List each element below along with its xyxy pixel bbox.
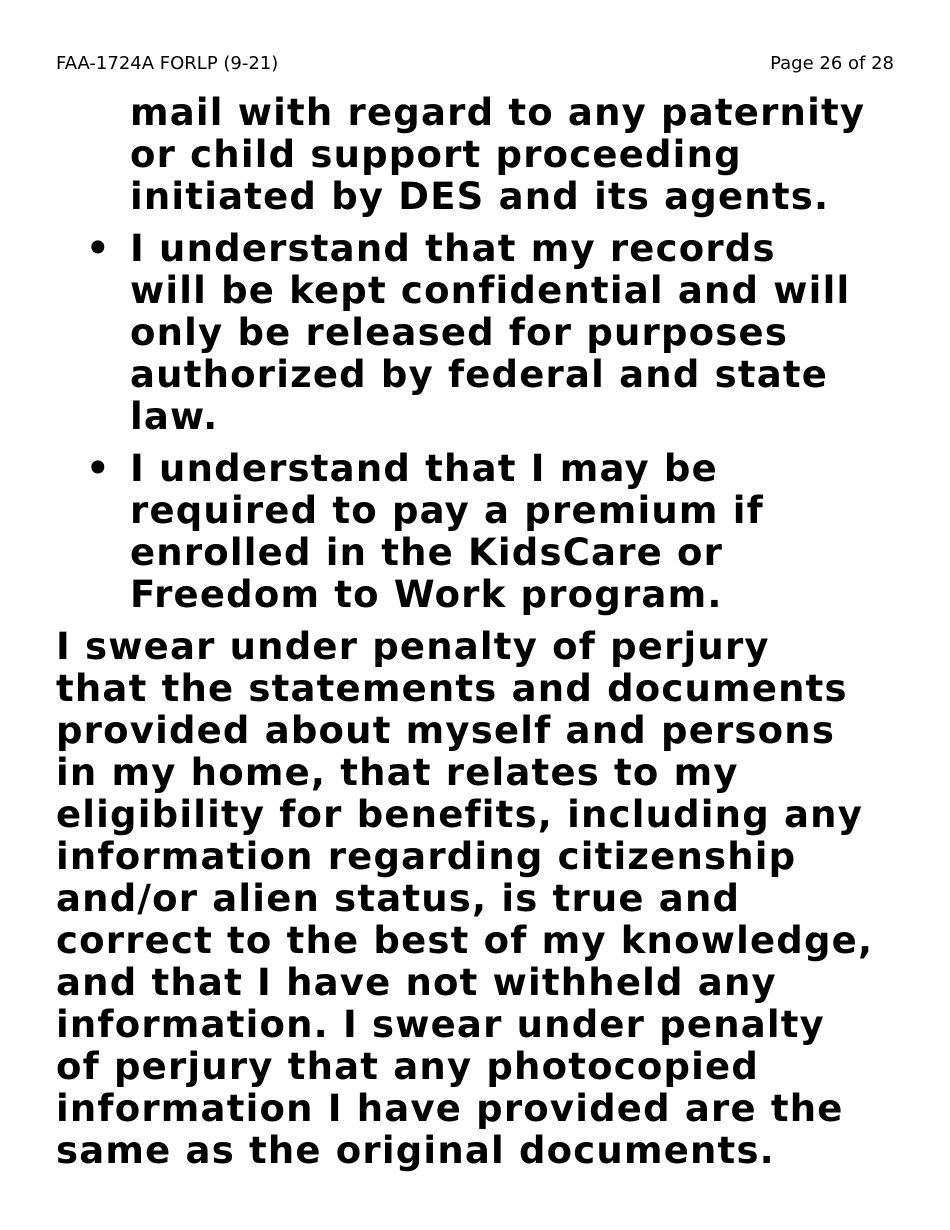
- text-line: provided about myself and persons: [56, 709, 836, 752]
- text-line: required to pay a premium if: [130, 489, 764, 532]
- page-number: Page 26 of 28: [770, 53, 894, 74]
- text-line: will be kept confidential and will: [130, 269, 851, 312]
- text-line: initiated by DES and its agents.: [130, 175, 830, 218]
- text-line: Freedom to Work program.: [130, 573, 723, 616]
- bullet-item-records-confidential: [56, 228, 906, 438]
- bullet-item-premium: [56, 448, 906, 616]
- page-header: [56, 52, 894, 76]
- continuation-paragraph: [56, 92, 906, 218]
- text-line: of perjury that any photocopied: [56, 1045, 760, 1088]
- text-line: only be released for purposes: [130, 311, 789, 354]
- text-line: or child support proceeding: [130, 133, 742, 176]
- text-line: I understand that I may be: [130, 447, 718, 490]
- text-line: correct to the best of my knowledge,: [56, 919, 874, 962]
- text-line: and/or alien status, is true and: [56, 877, 741, 920]
- perjury-oath-paragraph: [56, 626, 906, 1172]
- text-line: mail with regard to any paternity: [130, 91, 866, 134]
- text-line: same as the original documents.: [56, 1129, 775, 1172]
- document-body: [56, 92, 906, 1172]
- text-line: I swear under penalty of perjury: [56, 625, 770, 668]
- text-line: law.: [130, 395, 219, 438]
- text-line: that the statements and documents: [56, 667, 848, 710]
- text-line: information. I swear under penalty: [56, 1003, 825, 1046]
- text-line: in my home, that relates to my: [56, 751, 739, 794]
- text-line: authorized by federal and state: [130, 353, 829, 396]
- text-line: information regarding citizenship: [56, 835, 797, 878]
- text-line: and that I have not withheld any: [56, 961, 777, 1004]
- text-line: enrolled in the KidsCare or: [130, 531, 724, 574]
- text-line: eligibility for benefits, including any: [56, 793, 864, 836]
- text-line: I understand that my records: [130, 227, 776, 270]
- text-line: information I have provided are the: [56, 1087, 844, 1130]
- form-identifier: FAA-1724A FORLP (9-21): [56, 53, 279, 74]
- bullet-icon: •: [86, 447, 111, 490]
- bullet-icon: •: [86, 227, 111, 270]
